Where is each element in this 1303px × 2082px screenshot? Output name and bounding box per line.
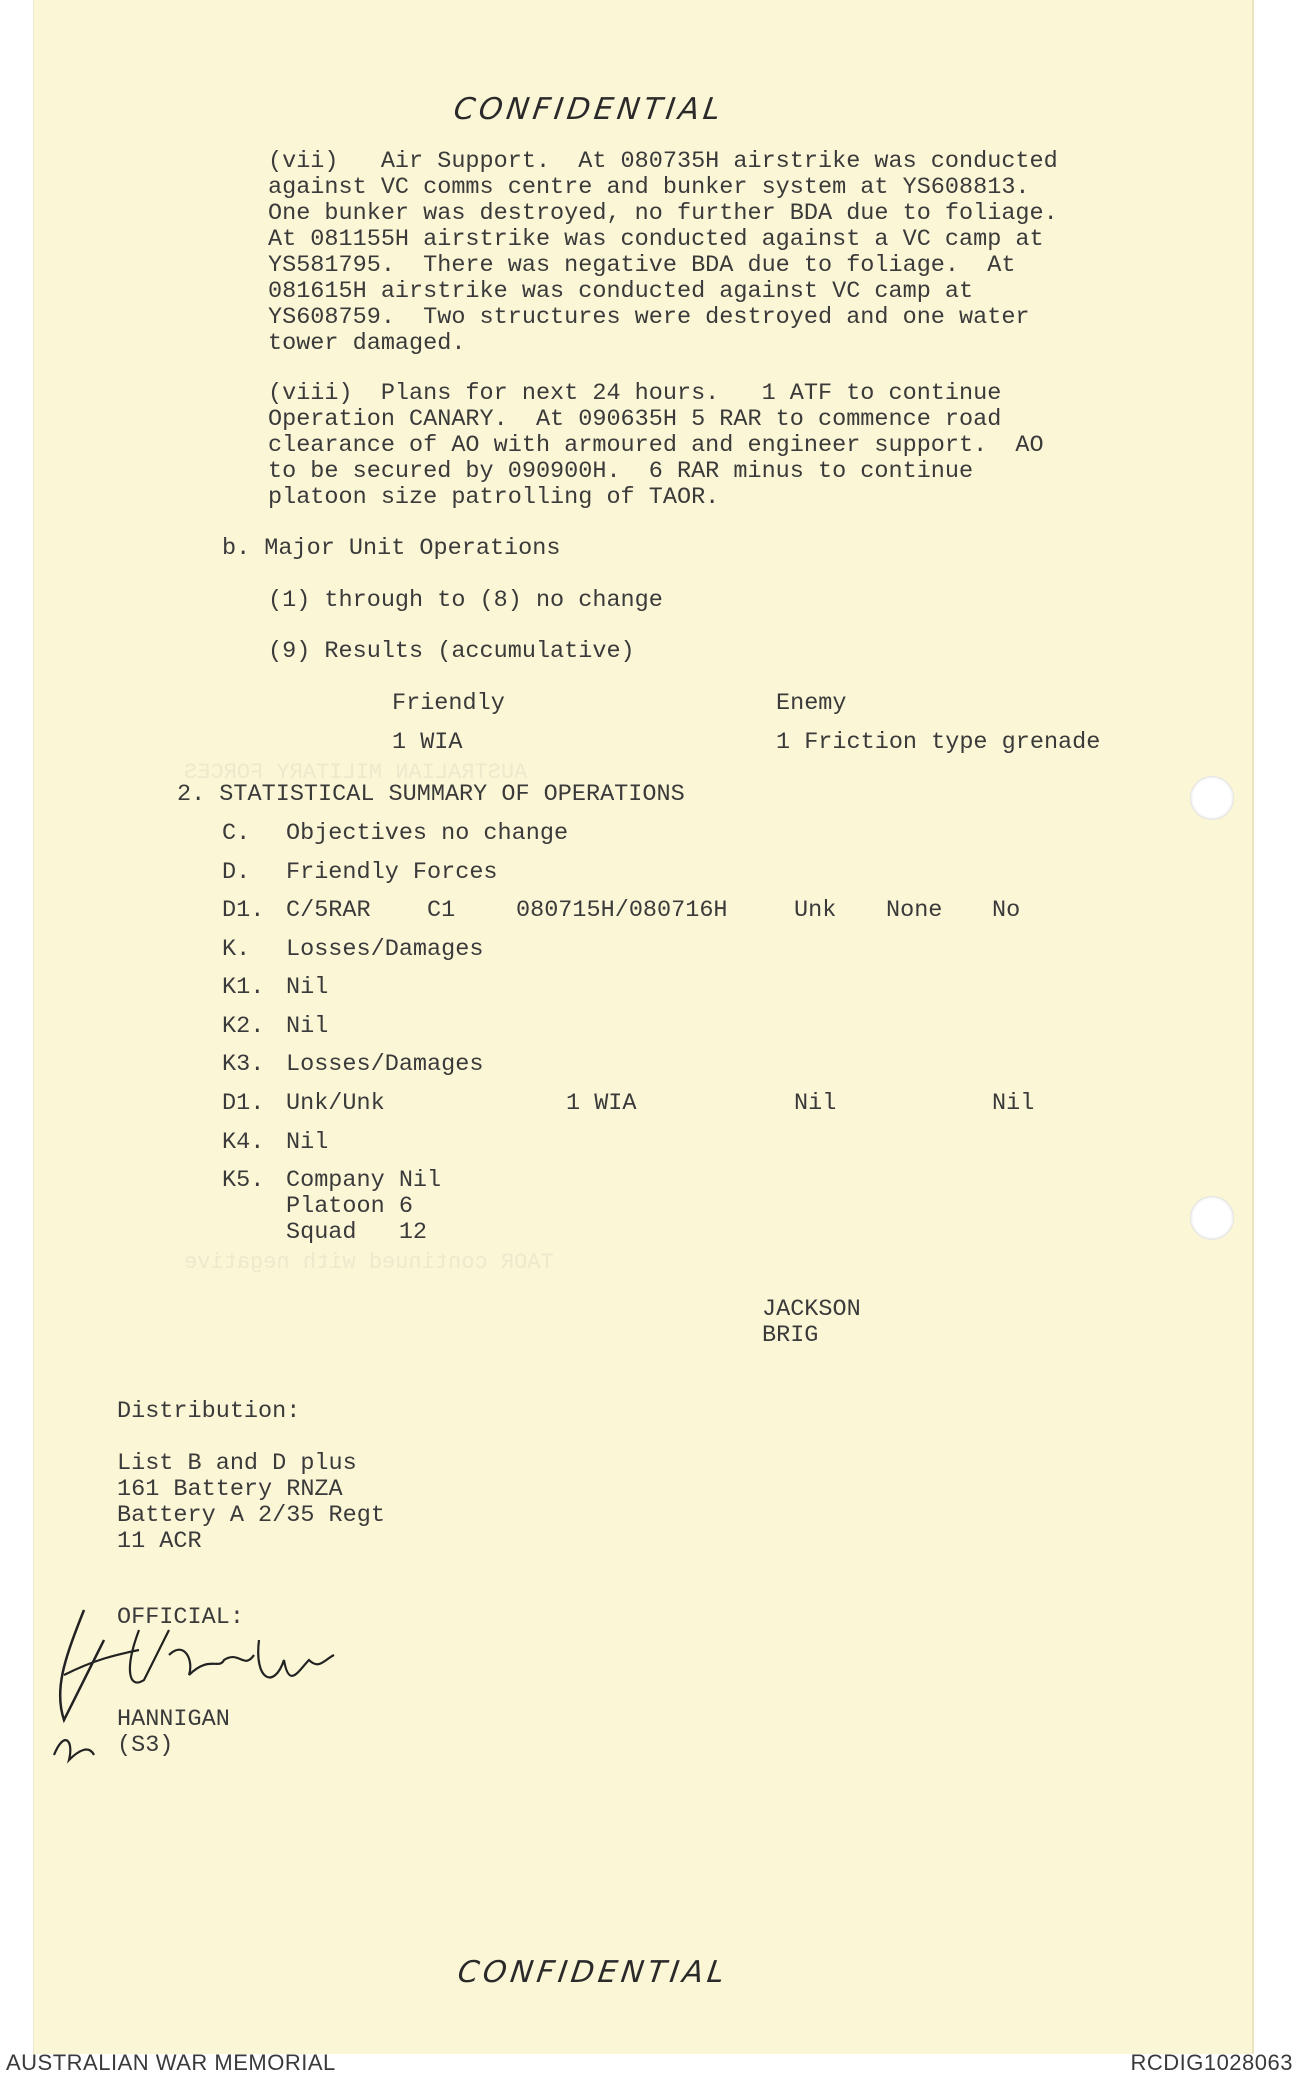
stat-code: K5. bbox=[222, 1167, 265, 1194]
stat-col5: Nil bbox=[992, 1090, 1035, 1117]
text-line: (vii) Air Support. At 080735H airstrike was conducted bbox=[268, 148, 1058, 175]
air-support-paragraph bbox=[268, 149, 1058, 357]
stat-code: K1. bbox=[222, 974, 265, 1001]
stat-code: C. bbox=[222, 820, 251, 847]
stat-col2: 1 WIA bbox=[566, 1090, 637, 1117]
k5-platoon: Platoon 6 bbox=[286, 1193, 413, 1220]
stat-code: D. bbox=[222, 859, 251, 886]
text-line: against VC comms centre and bunker system at YS608813. bbox=[268, 174, 1030, 201]
enemy-value: 1 Friction type grenade bbox=[776, 729, 1101, 756]
distribution-list bbox=[117, 1451, 385, 1555]
stat-code: K. bbox=[222, 936, 251, 963]
stat-code: D1. bbox=[222, 1090, 265, 1117]
text-line: tower damaged. bbox=[268, 330, 466, 357]
punch-hole bbox=[1190, 776, 1234, 820]
stat-code: D1. bbox=[222, 897, 265, 924]
distribution-heading: Distribution: bbox=[117, 1398, 301, 1425]
stat-text: Unk/Unk bbox=[286, 1090, 385, 1117]
bleed-through-text: TAOR continued with negative bbox=[184, 1250, 554, 1275]
handwritten-signature bbox=[44, 1600, 344, 1780]
punch-hole bbox=[1190, 1196, 1234, 1240]
text-line: YS581795. There was negative BDA due to foliage. At bbox=[268, 252, 1016, 279]
stat-code: K3. bbox=[222, 1051, 265, 1078]
official-label: OFFICIAL: bbox=[117, 1604, 244, 1631]
statistical-summary-heading: 2. STATISTICAL SUMMARY OF OPERATIONS bbox=[177, 781, 685, 808]
distribution-item: 161 Battery RNZA bbox=[117, 1476, 343, 1503]
distribution-item: 11 ACR bbox=[117, 1528, 202, 1555]
stat-text: Losses/Damages bbox=[286, 1051, 484, 1078]
stat-text: Objectives no change bbox=[286, 820, 569, 847]
results-line: (9) Results (accumulative) bbox=[268, 638, 635, 665]
stat-text: Losses/Damages bbox=[286, 936, 484, 963]
text-line: Operation CANARY. At 090635H 5 RAR to commence road bbox=[268, 406, 1002, 433]
friendly-header: Friendly bbox=[392, 690, 505, 717]
signatory-name: JACKSON bbox=[762, 1296, 861, 1323]
distribution-item: List B and D plus bbox=[117, 1450, 357, 1477]
header-stamp: CONFIDENTIAL bbox=[451, 92, 727, 127]
plans-paragraph bbox=[268, 381, 1044, 511]
k5-squad: Squad 12 bbox=[286, 1219, 428, 1246]
footer-stamp: CONFIDENTIAL bbox=[455, 1955, 731, 1990]
bleed-through-text: AUSTRALIAN MILITARY FORCES bbox=[184, 760, 528, 785]
stat-text: Company Nil bbox=[286, 1167, 442, 1194]
footer-left: AUSTRALIAN WAR MEMORIAL bbox=[6, 2050, 336, 2075]
text-line: clearance of AO with armoured and engineer support. AO bbox=[268, 432, 1044, 459]
stat-code: K4. bbox=[222, 1129, 265, 1156]
stat-col3: Unk bbox=[794, 897, 837, 924]
text-line: YS608759. Two structures were destroyed and one water bbox=[268, 304, 1030, 331]
stat-col4: None bbox=[886, 897, 943, 924]
stat-text: Nil bbox=[286, 1013, 329, 1040]
text-line: platoon size patrolling of TAOR. bbox=[268, 484, 720, 511]
stat-col3: Nil bbox=[794, 1090, 837, 1117]
stat-dtg: 080715H/080716H bbox=[516, 897, 728, 924]
stat-code: K2. bbox=[222, 1013, 265, 1040]
stat-text: Nil bbox=[286, 974, 329, 1001]
footer-right: RCDIG1028063 bbox=[1130, 2050, 1293, 2075]
stat-text: Nil bbox=[286, 1129, 329, 1156]
friendly-value: 1 WIA bbox=[392, 729, 463, 756]
official-role: (S3) bbox=[117, 1732, 174, 1759]
enemy-header: Enemy bbox=[776, 690, 847, 717]
text-line: One bunker was destroyed, no further BDA due to foliage. bbox=[268, 200, 1058, 227]
signatory-rank: BRIG bbox=[762, 1322, 819, 1349]
stat-text: Friendly Forces bbox=[286, 859, 498, 886]
text-line: At 081155H airstrike was conducted against a VC camp at bbox=[268, 226, 1044, 253]
distribution-item: Battery A 2/35 Regt bbox=[117, 1502, 385, 1529]
stat-text: C/5RAR C1 bbox=[286, 897, 456, 924]
major-unit-heading: b. Major Unit Operations bbox=[222, 535, 561, 562]
no-change-line: (1) through to (8) no change bbox=[268, 587, 663, 614]
text-line: (viii) Plans for next 24 hours. 1 ATF to continue bbox=[268, 380, 1002, 407]
text-line: to be secured by 090900H. 6 RAR minus to continue bbox=[268, 458, 974, 485]
text-line: 081615H airstrike was conducted against VC camp at bbox=[268, 278, 974, 305]
stat-col5: No bbox=[992, 897, 1021, 924]
official-name: HANNIGAN bbox=[117, 1706, 230, 1733]
